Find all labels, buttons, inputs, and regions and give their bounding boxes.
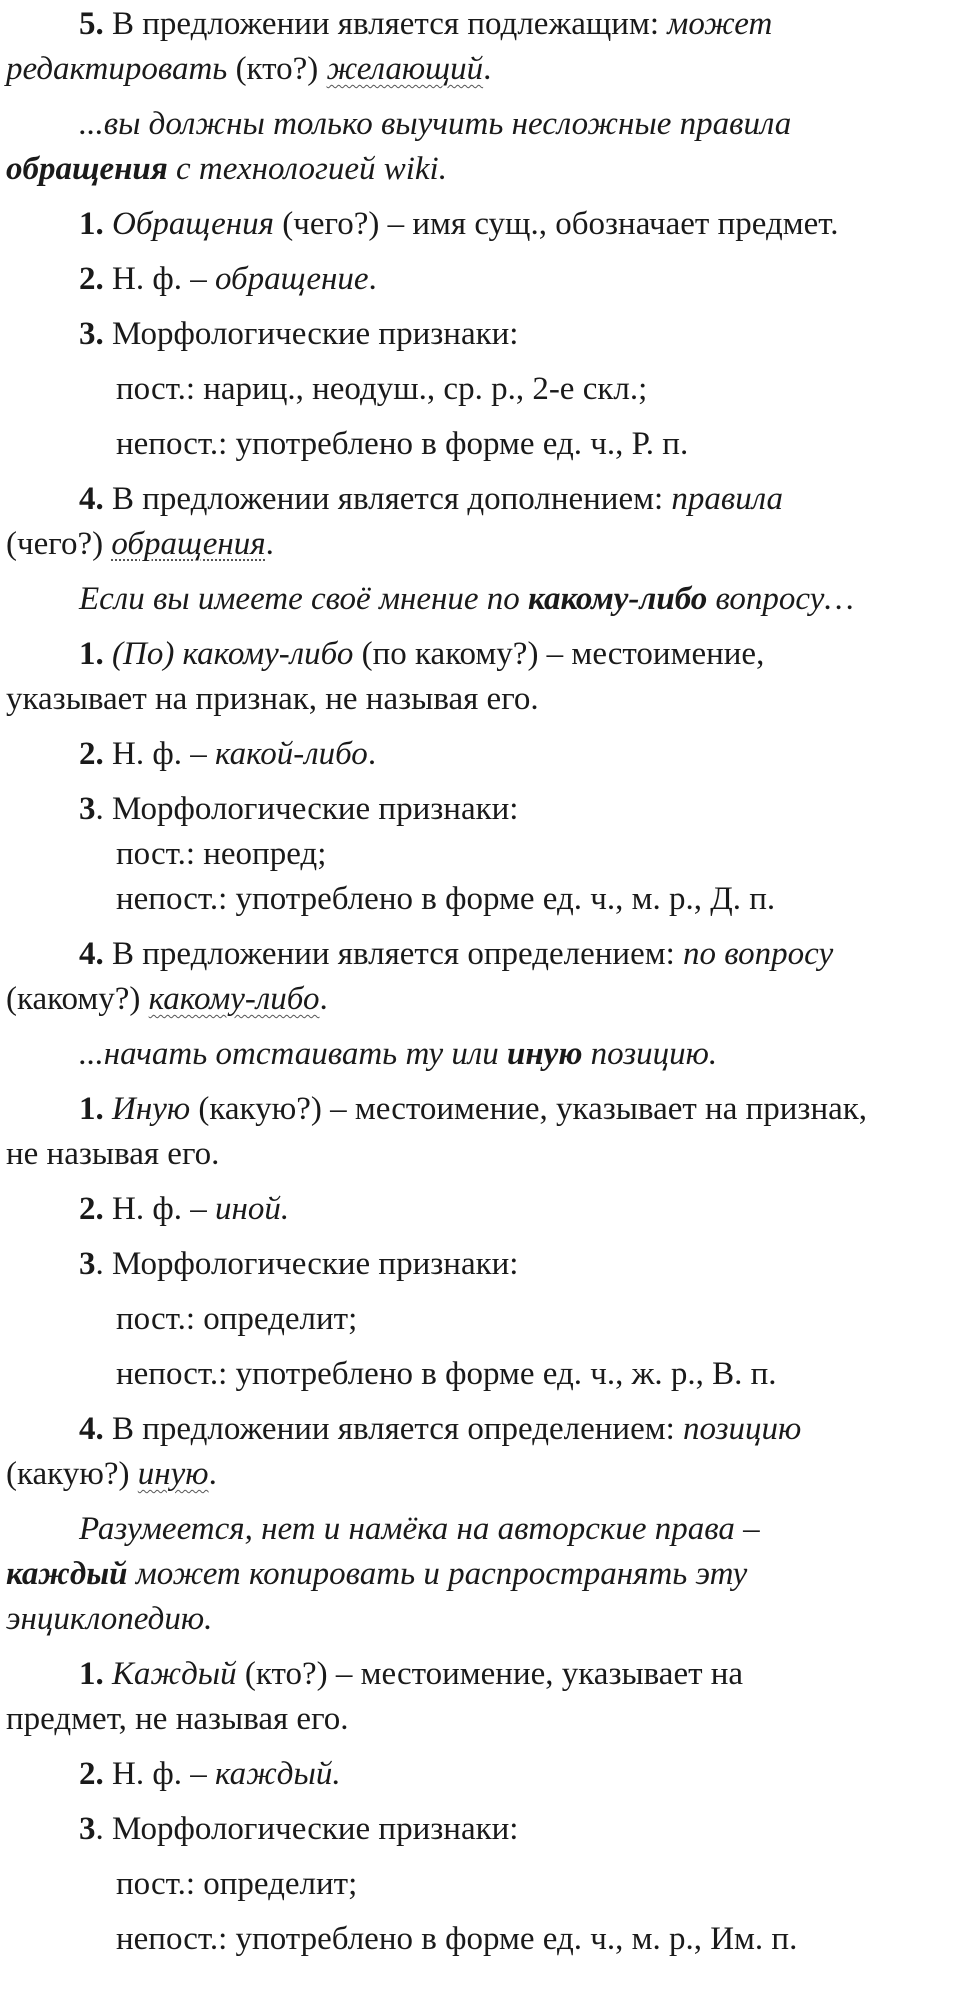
text-run: . xyxy=(483,51,492,87)
text-run: по вопросу xyxy=(683,936,834,972)
text-run: (какую?) xyxy=(6,1456,138,1492)
text-run xyxy=(104,1656,112,1692)
text-run: обращение xyxy=(214,261,369,297)
text-run: . xyxy=(368,261,377,297)
text-run: Н. ф. – xyxy=(103,261,215,297)
text-run: предмет, не называя его. xyxy=(6,1701,349,1737)
text-run: позицию xyxy=(683,1411,802,1447)
quote-line xyxy=(6,102,952,147)
text-run: Каждый xyxy=(112,1656,237,1692)
analysis-line xyxy=(6,932,952,977)
text-run: указывает на признак, не называя его. xyxy=(6,681,539,717)
analysis-line xyxy=(6,1242,952,1287)
quote-line xyxy=(6,577,952,622)
text-run: непост.: употреблено в форме ед. ч., Р. п. xyxy=(116,426,689,462)
text-run: . xyxy=(319,981,328,1017)
text-run: . Морфологические признаки: xyxy=(95,1811,519,1847)
text-run: В предложении является определением: xyxy=(103,1411,684,1447)
text-run: В предложении является определением: xyxy=(103,936,684,972)
text-run: позицию. xyxy=(582,1036,718,1072)
text-run xyxy=(104,636,112,672)
text-run: пост.: нариц., неодуш., ср. р., 2-е скл.; xyxy=(116,371,648,407)
analysis-line xyxy=(6,1652,952,1697)
text-run: ...вы должны только выучить несложные правила xyxy=(79,106,792,142)
item-number: 2. xyxy=(79,736,104,772)
text-run: (чего?) xyxy=(6,526,112,562)
text-run: каждый xyxy=(6,1556,128,1592)
item-number: 4. xyxy=(79,936,104,972)
feature-line xyxy=(6,422,952,467)
item-number: 3 xyxy=(79,791,96,827)
text-run: с технологией wiki. xyxy=(167,151,447,187)
analysis-line xyxy=(6,477,952,522)
text-run: (чего?) – имя сущ., обозначает предмет. xyxy=(274,206,839,242)
continuation-line xyxy=(6,147,952,192)
text-run: желающий xyxy=(326,51,484,87)
text-run: Н. ф. – xyxy=(103,736,215,772)
item-number: 1. xyxy=(79,1091,104,1127)
text-run: какой-либо xyxy=(214,736,368,772)
text-run: Иную xyxy=(112,1091,191,1127)
text-run: может xyxy=(667,6,773,42)
analysis-line xyxy=(6,787,952,832)
text-run: редактировать xyxy=(6,51,228,87)
text-run: ...начать отстаивать ту или xyxy=(79,1036,507,1072)
text-run xyxy=(104,1091,112,1127)
feature-line xyxy=(6,1297,952,1342)
continuation-line xyxy=(6,677,952,722)
text-run: (кто?) xyxy=(227,51,327,87)
text-run: В предложении является дополнением: xyxy=(103,481,672,517)
item-number: 1. xyxy=(79,636,104,672)
text-run: вопросу… xyxy=(707,581,854,617)
analysis-line xyxy=(6,1407,952,1452)
item-number: 5. xyxy=(79,6,104,42)
text-run: Если вы имеете своё мнение по xyxy=(79,581,529,617)
text-run: иную xyxy=(137,1456,209,1492)
text-run: пост.: определит; xyxy=(116,1301,358,1337)
continuation-line xyxy=(6,1597,952,1642)
text-run: (какому?) xyxy=(6,981,149,1017)
text-run: иной. xyxy=(214,1191,290,1227)
feature-line xyxy=(6,1862,952,1907)
text-run: каждый. xyxy=(214,1756,341,1792)
text-run: какому-либо xyxy=(528,581,708,617)
text-run: непост.: употреблено в форме ед. ч., м. р., Д. п. xyxy=(116,881,776,917)
item-number: 2. xyxy=(79,1191,104,1227)
analysis-line xyxy=(6,1807,952,1852)
item-number: 1. xyxy=(79,1656,104,1692)
continuation-line xyxy=(6,522,952,567)
analysis-line xyxy=(6,2,952,47)
feature-line xyxy=(6,832,952,877)
text-run: Н. ф. – xyxy=(103,1191,215,1227)
analysis-line xyxy=(6,257,952,302)
text-run: . Морфологические признаки: xyxy=(95,791,519,827)
text-run: (по какому?) – местоимение, xyxy=(353,636,765,672)
analysis-line xyxy=(6,632,952,677)
continuation-line xyxy=(6,1452,952,1497)
item-number: 2. xyxy=(79,1756,104,1792)
feature-line xyxy=(6,877,952,922)
text-run: обращения xyxy=(6,151,168,187)
analysis-line xyxy=(6,732,952,777)
item-number: 4. xyxy=(79,1411,104,1447)
item-number: 1. xyxy=(79,206,104,242)
text-run xyxy=(104,206,112,242)
feature-line xyxy=(6,1917,952,1962)
text-run: . xyxy=(367,736,377,772)
continuation-line xyxy=(6,1552,952,1597)
text-run: иную xyxy=(507,1036,583,1072)
quote-line xyxy=(6,1507,952,1552)
text-run: непост.: употреблено в форме ед. ч., м. р., Им. п. xyxy=(116,1921,798,1957)
text-run: (По) какому-либо xyxy=(112,636,354,672)
feature-line xyxy=(6,367,952,412)
text-run: энциклопедию. xyxy=(6,1601,213,1637)
quote-line xyxy=(6,1032,952,1077)
continuation-line xyxy=(6,1697,952,1742)
text-run: В предложении является подлежащим: xyxy=(103,6,668,42)
item-number: 3 xyxy=(79,1811,96,1847)
analysis-line xyxy=(6,1087,952,1132)
text-run: может копировать и распространять эту xyxy=(127,1556,748,1592)
text-run: пост.: неопред; xyxy=(116,836,327,872)
text-run: Морфологические признаки: xyxy=(103,316,519,352)
analysis-line xyxy=(6,202,952,247)
text-run: Разумеется, нет и намёка на авторские права – xyxy=(79,1511,760,1547)
continuation-line xyxy=(6,977,952,1022)
item-number: 3 xyxy=(79,1246,96,1282)
text-run: (кто?) – местоимение, указывает на xyxy=(236,1656,744,1692)
continuation-line xyxy=(6,1132,952,1177)
analysis-line xyxy=(6,1187,952,1232)
text-run: . xyxy=(208,1456,217,1492)
text-run: . xyxy=(265,526,274,562)
text-run: непост.: употреблено в форме ед. ч., ж. р., В. п. xyxy=(116,1356,777,1392)
item-number: 3. xyxy=(79,316,104,352)
text-run: (какую?) – местоимение, указывает на признак, xyxy=(190,1091,868,1127)
text-run: правила xyxy=(671,481,784,517)
text-run: Обращения xyxy=(112,206,275,242)
text-run: Н. ф. – xyxy=(103,1756,215,1792)
item-number: 2. xyxy=(79,261,104,297)
text-run: обращения xyxy=(111,526,266,562)
text-run: . Морфологические признаки: xyxy=(95,1246,519,1282)
feature-line xyxy=(6,1352,952,1397)
continuation-line xyxy=(6,47,952,92)
text-run: не называя его. xyxy=(6,1136,220,1172)
text-run: какому-либо xyxy=(148,981,320,1017)
item-number: 4. xyxy=(79,481,104,517)
text-run: пост.: определит; xyxy=(116,1866,358,1902)
analysis-line xyxy=(6,1752,952,1797)
analysis-line xyxy=(6,312,952,357)
